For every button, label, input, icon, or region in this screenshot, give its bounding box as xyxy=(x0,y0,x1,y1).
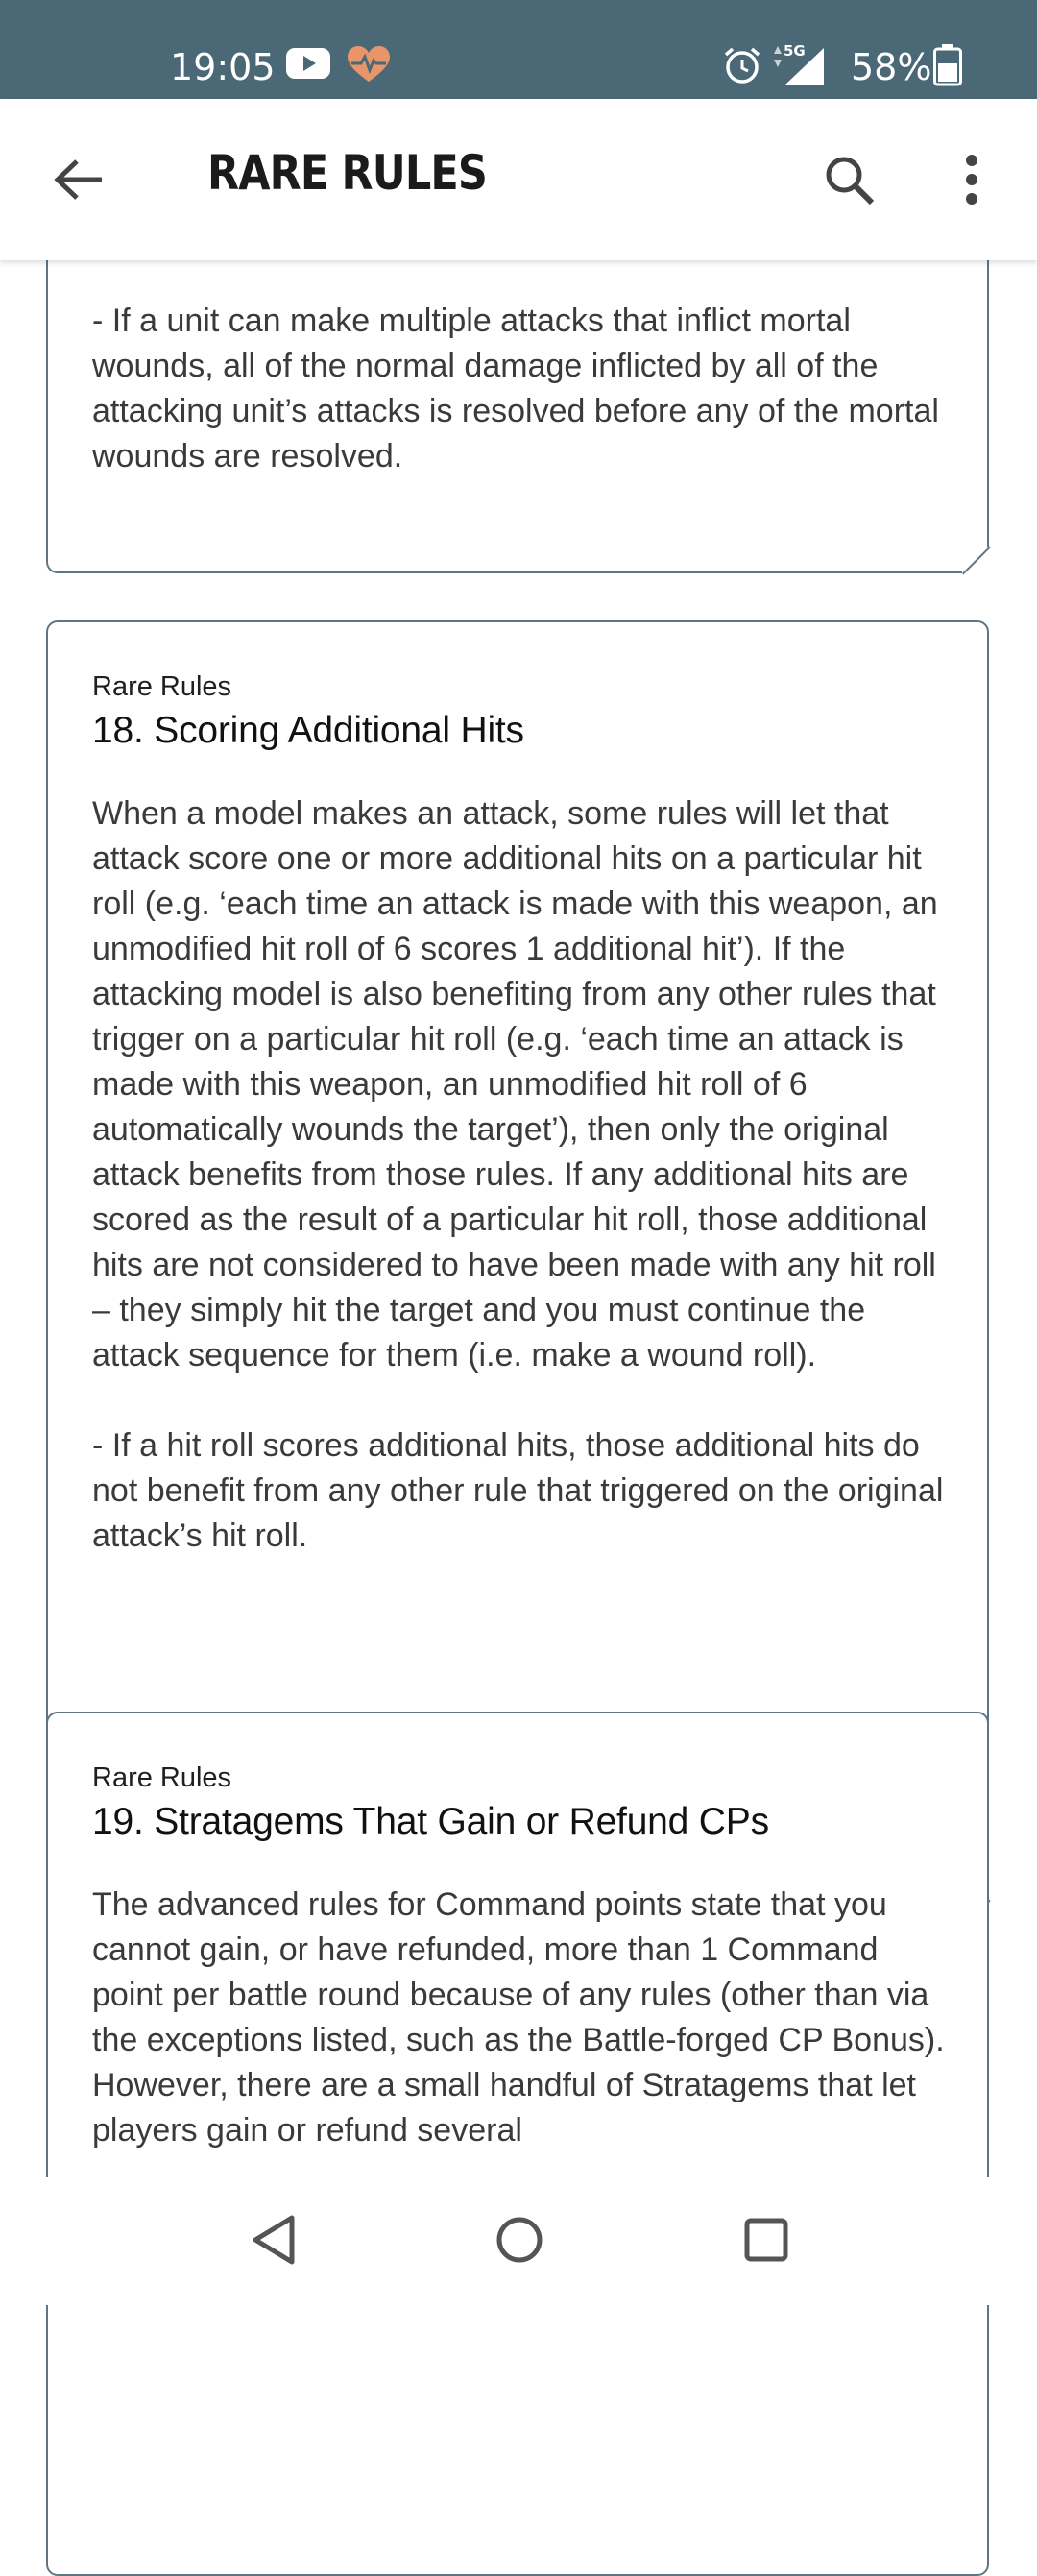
youtube-icon xyxy=(285,47,331,80)
nav-recents-icon[interactable] xyxy=(737,2206,795,2273)
card-heading: 19. Stratagems That Gain or Refund CPs xyxy=(92,1801,769,1842)
card-category: Rare Rules xyxy=(92,1762,232,1793)
status-bar xyxy=(0,0,1037,99)
card-category: Rare Rules xyxy=(92,671,232,702)
back-button[interactable] xyxy=(38,139,119,220)
signal-icon xyxy=(766,42,828,86)
back-arrow-icon xyxy=(54,158,104,201)
network-label: 5G xyxy=(784,42,806,60)
app-bar xyxy=(0,99,1037,260)
battery-icon xyxy=(933,44,962,86)
alarm-icon xyxy=(722,45,762,85)
rule-paragraph: When a model makes an attack, some rules will let that attack score one or more additional hits on a particular hit roll (e.g. ‘each time an attack is made with this weapon, an unmodified hit roll of 6 scores 1 additional hit’). If the attacking model is also benefiting from any other rules that trigger on a particular hit roll (e.g. ‘each time an attack is made with this weapon, an unmodified hit roll of 6 automatically wounds the target’), then only the original attack benefits from those rules. If any additional hits are scored as the result of a particular hit roll, those additional hits are not considered to have been made with any hit roll – they simply hit the target and you must continue the attack sequence for them (i.e. make a wound roll). xyxy=(92,795,938,1373)
status-time: 19:05 xyxy=(170,46,276,88)
more-options-button[interactable] xyxy=(943,139,1001,220)
card-corner-fold xyxy=(962,547,989,573)
rule-paragraph: The advanced rules for Command points state that you cannot gain, or have refunded, more than 1 Command point per battle round because of any rules (other than via the exceptions listed, such as the Battle-forged CP Bonus). However, there are a small handful of Stratagems that let players gain or refund several xyxy=(92,1886,945,2149)
heart-rate-icon xyxy=(346,45,392,84)
search-icon xyxy=(822,153,876,207)
nav-back-icon[interactable] xyxy=(246,2206,303,2273)
nav-home-icon[interactable] xyxy=(491,2206,548,2273)
battery-percent: 58% xyxy=(851,46,932,88)
rule-card-19[interactable] xyxy=(46,1712,989,2576)
rule-paragraph: - If a unit can make multiple attacks that inflict mortal wounds, all of the normal damage inflicted by all of the attacking unit’s attacks is resolved before any of the mortal wounds are resolved. xyxy=(92,303,939,474)
system-nav-bar xyxy=(0,2177,1037,2305)
page-title: RARE RULES xyxy=(207,145,488,201)
rules-list[interactable] xyxy=(0,260,1037,2177)
card-heading: 18. Scoring Additional Hits xyxy=(92,710,524,751)
rule-paragraph: - If a hit roll scores additional hits, those additional hits do not benefit from any other rule that triggered on the original attack’s hit roll. xyxy=(92,1427,944,1554)
search-button[interactable] xyxy=(808,139,889,220)
more-vert-icon xyxy=(965,154,978,206)
